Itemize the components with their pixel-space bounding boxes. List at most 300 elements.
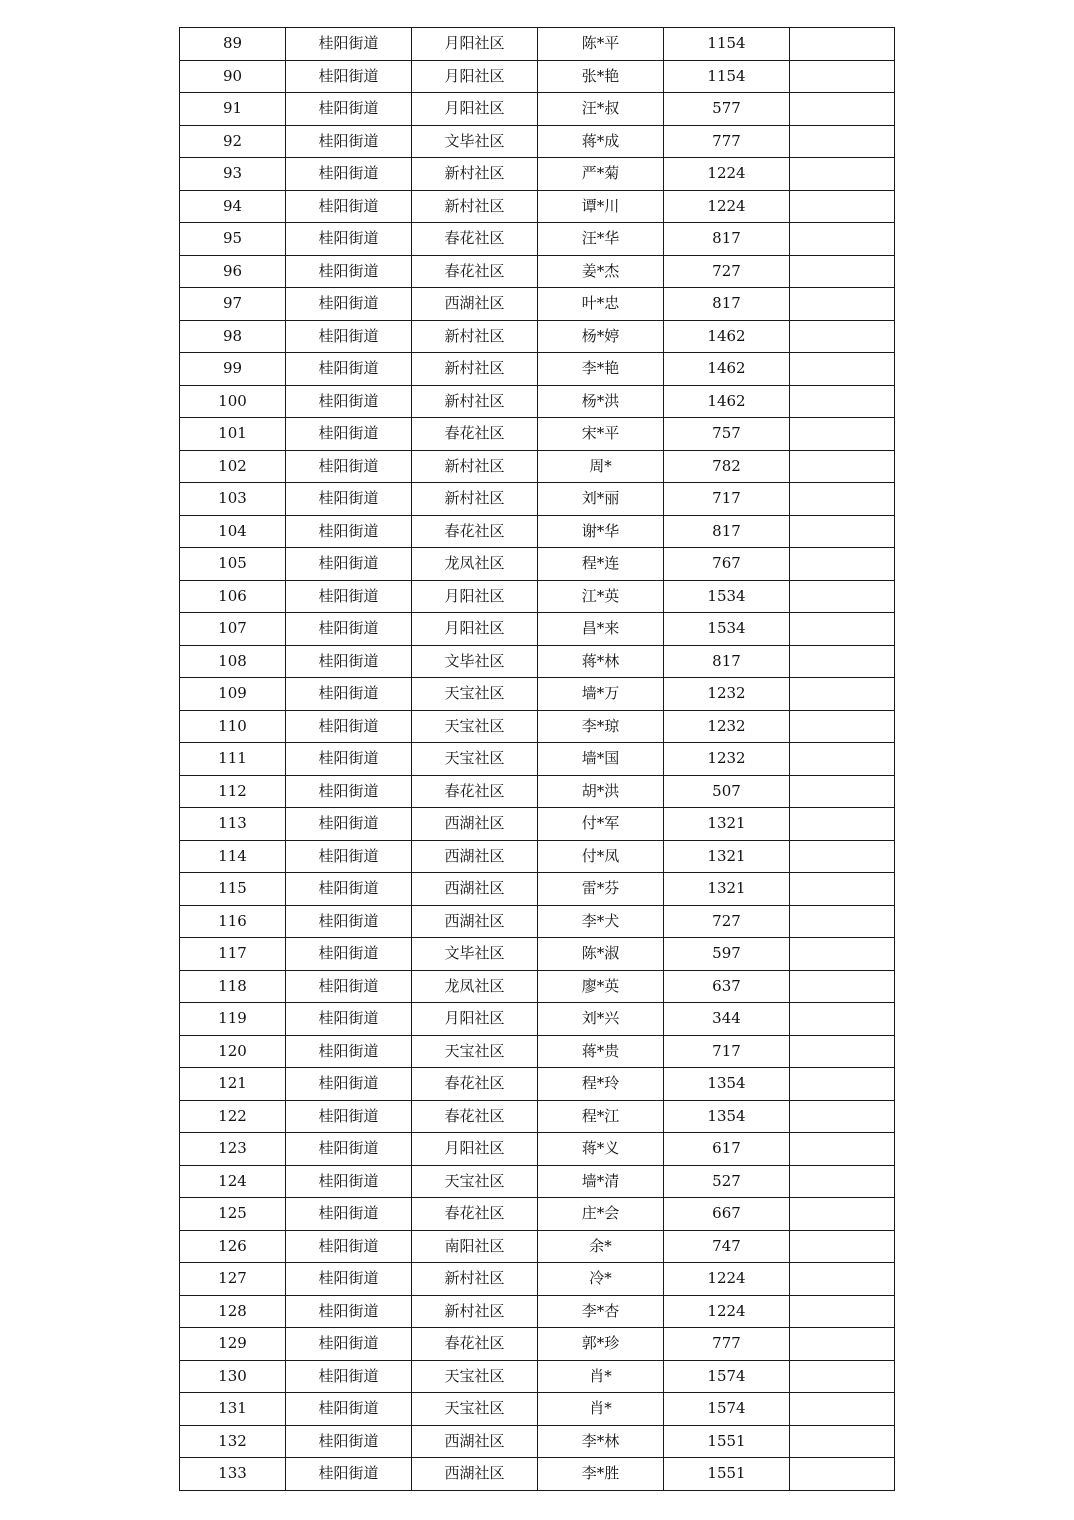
street-cell: 桂阳街道 <box>286 1133 412 1166</box>
table-row <box>180 385 895 418</box>
community-cell: 西湖社区 <box>412 840 538 873</box>
table-row <box>180 320 895 353</box>
street-cell: 桂阳街道 <box>286 1425 412 1458</box>
amount-cell: 817 <box>664 223 790 256</box>
remark-cell <box>790 938 895 971</box>
name-cell: 杨*洪 <box>538 385 664 418</box>
community-cell: 春花社区 <box>412 255 538 288</box>
amount-cell: 1154 <box>664 60 790 93</box>
row-number-cell: 126 <box>180 1230 286 1263</box>
row-number-cell: 94 <box>180 190 286 223</box>
row-number-cell: 101 <box>180 418 286 451</box>
row-number-cell: 113 <box>180 808 286 841</box>
amount-cell: 597 <box>664 938 790 971</box>
table-row <box>180 1133 895 1166</box>
community-cell: 西湖社区 <box>412 1425 538 1458</box>
table-row <box>180 353 895 386</box>
community-cell: 新村社区 <box>412 450 538 483</box>
street-cell: 桂阳街道 <box>286 1458 412 1491</box>
remark-cell <box>790 613 895 646</box>
community-cell: 西湖社区 <box>412 808 538 841</box>
remark-cell <box>790 158 895 191</box>
name-cell: 墙*国 <box>538 743 664 776</box>
community-cell: 天宝社区 <box>412 1360 538 1393</box>
table-row <box>180 938 895 971</box>
remark-cell <box>790 873 895 906</box>
name-cell: 李*胜 <box>538 1458 664 1491</box>
remark-cell <box>790 190 895 223</box>
remark-cell <box>790 743 895 776</box>
community-cell: 天宝社区 <box>412 1165 538 1198</box>
row-number-cell: 92 <box>180 125 286 158</box>
street-cell: 桂阳街道 <box>286 873 412 906</box>
name-cell: 廖*英 <box>538 970 664 1003</box>
amount-cell: 767 <box>664 548 790 581</box>
table-row <box>180 1068 895 1101</box>
table-row <box>180 808 895 841</box>
remark-cell <box>790 28 895 61</box>
name-cell: 昌*来 <box>538 613 664 646</box>
row-number-cell: 89 <box>180 28 286 61</box>
table-row <box>180 1230 895 1263</box>
table-row <box>180 1035 895 1068</box>
table-row <box>180 645 895 678</box>
name-cell: 叶*忠 <box>538 288 664 321</box>
community-cell: 新村社区 <box>412 190 538 223</box>
name-cell: 胡*洪 <box>538 775 664 808</box>
name-cell: 蒋*成 <box>538 125 664 158</box>
roster-table <box>179 27 895 1491</box>
street-cell: 桂阳街道 <box>286 1328 412 1361</box>
street-cell: 桂阳街道 <box>286 710 412 743</box>
street-cell: 桂阳街道 <box>286 613 412 646</box>
community-cell: 新村社区 <box>412 158 538 191</box>
table-row <box>180 1263 895 1296</box>
street-cell: 桂阳街道 <box>286 515 412 548</box>
street-cell: 桂阳街道 <box>286 1295 412 1328</box>
table-row <box>180 775 895 808</box>
community-cell: 天宝社区 <box>412 1393 538 1426</box>
remark-cell <box>790 1328 895 1361</box>
table-row <box>180 1100 895 1133</box>
community-cell: 西湖社区 <box>412 288 538 321</box>
row-number-cell: 128 <box>180 1295 286 1328</box>
street-cell: 桂阳街道 <box>286 1100 412 1133</box>
remark-cell <box>790 1198 895 1231</box>
row-number-cell: 102 <box>180 450 286 483</box>
amount-cell: 344 <box>664 1003 790 1036</box>
name-cell: 蒋*林 <box>538 645 664 678</box>
table-row <box>180 93 895 126</box>
community-cell: 文毕社区 <box>412 125 538 158</box>
amount-cell: 782 <box>664 450 790 483</box>
remark-cell <box>790 970 895 1003</box>
remark-cell <box>790 775 895 808</box>
amount-cell: 717 <box>664 1035 790 1068</box>
community-cell: 春花社区 <box>412 418 538 451</box>
name-cell: 江*英 <box>538 580 664 613</box>
name-cell: 冷* <box>538 1263 664 1296</box>
amount-cell: 817 <box>664 645 790 678</box>
remark-cell <box>790 353 895 386</box>
community-cell: 新村社区 <box>412 1295 538 1328</box>
row-number-cell: 131 <box>180 1393 286 1426</box>
name-cell: 汪*华 <box>538 223 664 256</box>
name-cell: 墙*清 <box>538 1165 664 1198</box>
row-number-cell: 125 <box>180 1198 286 1231</box>
remark-cell <box>790 255 895 288</box>
table-row <box>180 483 895 516</box>
table-row <box>180 1295 895 1328</box>
table-row <box>180 190 895 223</box>
community-cell: 月阳社区 <box>412 60 538 93</box>
amount-cell: 1321 <box>664 873 790 906</box>
amount-cell: 1574 <box>664 1393 790 1426</box>
community-cell: 春花社区 <box>412 1328 538 1361</box>
street-cell: 桂阳街道 <box>286 28 412 61</box>
row-number-cell: 100 <box>180 385 286 418</box>
amount-cell: 1232 <box>664 743 790 776</box>
table-row <box>180 418 895 451</box>
row-number-cell: 117 <box>180 938 286 971</box>
table-row <box>180 1393 895 1426</box>
amount-cell: 1354 <box>664 1100 790 1133</box>
community-cell: 春花社区 <box>412 1198 538 1231</box>
remark-cell <box>790 840 895 873</box>
community-cell: 文毕社区 <box>412 645 538 678</box>
name-cell: 谢*华 <box>538 515 664 548</box>
table-row <box>180 613 895 646</box>
amount-cell: 1354 <box>664 1068 790 1101</box>
table-row <box>180 515 895 548</box>
row-number-cell: 107 <box>180 613 286 646</box>
remark-cell <box>790 60 895 93</box>
row-number-cell: 127 <box>180 1263 286 1296</box>
community-cell: 南阳社区 <box>412 1230 538 1263</box>
community-cell: 天宝社区 <box>412 1035 538 1068</box>
street-cell: 桂阳街道 <box>286 418 412 451</box>
name-cell: 刘*丽 <box>538 483 664 516</box>
table-row <box>180 970 895 1003</box>
community-cell: 新村社区 <box>412 385 538 418</box>
street-cell: 桂阳街道 <box>286 580 412 613</box>
remark-cell <box>790 1393 895 1426</box>
amount-cell: 777 <box>664 125 790 158</box>
community-cell: 春花社区 <box>412 1100 538 1133</box>
row-number-cell: 116 <box>180 905 286 938</box>
community-cell: 新村社区 <box>412 483 538 516</box>
street-cell: 桂阳街道 <box>286 1165 412 1198</box>
community-cell: 春花社区 <box>412 1068 538 1101</box>
table-row <box>180 1425 895 1458</box>
community-cell: 西湖社区 <box>412 905 538 938</box>
name-cell: 肖* <box>538 1393 664 1426</box>
row-number-cell: 130 <box>180 1360 286 1393</box>
table-row <box>180 125 895 158</box>
amount-cell: 507 <box>664 775 790 808</box>
name-cell: 蒋*义 <box>538 1133 664 1166</box>
remark-cell <box>790 1458 895 1491</box>
table-row <box>180 548 895 581</box>
community-cell: 西湖社区 <box>412 1458 538 1491</box>
remark-cell <box>790 905 895 938</box>
table-row <box>180 60 895 93</box>
community-cell: 天宝社区 <box>412 710 538 743</box>
amount-cell: 777 <box>664 1328 790 1361</box>
street-cell: 桂阳街道 <box>286 1068 412 1101</box>
amount-cell: 727 <box>664 905 790 938</box>
remark-cell <box>790 288 895 321</box>
row-number-cell: 124 <box>180 1165 286 1198</box>
remark-cell <box>790 1035 895 1068</box>
name-cell: 李*犬 <box>538 905 664 938</box>
remark-cell <box>790 385 895 418</box>
street-cell: 桂阳街道 <box>286 905 412 938</box>
remark-cell <box>790 1425 895 1458</box>
amount-cell: 577 <box>664 93 790 126</box>
row-number-cell: 121 <box>180 1068 286 1101</box>
table-row <box>180 905 895 938</box>
street-cell: 桂阳街道 <box>286 970 412 1003</box>
amount-cell: 637 <box>664 970 790 1003</box>
amount-cell: 1224 <box>664 190 790 223</box>
remark-cell <box>790 808 895 841</box>
street-cell: 桂阳街道 <box>286 223 412 256</box>
street-cell: 桂阳街道 <box>286 840 412 873</box>
remark-cell <box>790 1068 895 1101</box>
community-cell: 月阳社区 <box>412 580 538 613</box>
amount-cell: 1551 <box>664 1425 790 1458</box>
name-cell: 程*玲 <box>538 1068 664 1101</box>
street-cell: 桂阳街道 <box>286 1035 412 1068</box>
table-row <box>180 158 895 191</box>
row-number-cell: 133 <box>180 1458 286 1491</box>
name-cell: 程*江 <box>538 1100 664 1133</box>
row-number-cell: 118 <box>180 970 286 1003</box>
amount-cell: 1224 <box>664 1295 790 1328</box>
street-cell: 桂阳街道 <box>286 1230 412 1263</box>
name-cell: 庄*会 <box>538 1198 664 1231</box>
community-cell: 龙凤社区 <box>412 970 538 1003</box>
community-cell: 新村社区 <box>412 320 538 353</box>
amount-cell: 727 <box>664 255 790 288</box>
table-row <box>180 28 895 61</box>
remark-cell <box>790 1360 895 1393</box>
row-number-cell: 110 <box>180 710 286 743</box>
row-number-cell: 90 <box>180 60 286 93</box>
amount-cell: 1534 <box>664 580 790 613</box>
name-cell: 蒋*贵 <box>538 1035 664 1068</box>
row-number-cell: 95 <box>180 223 286 256</box>
table-row <box>180 1360 895 1393</box>
amount-cell: 667 <box>664 1198 790 1231</box>
remark-cell <box>790 483 895 516</box>
amount-cell: 1224 <box>664 158 790 191</box>
street-cell: 桂阳街道 <box>286 775 412 808</box>
amount-cell: 1232 <box>664 678 790 711</box>
remark-cell <box>790 1003 895 1036</box>
remark-cell <box>790 320 895 353</box>
table-row <box>180 288 895 321</box>
amount-cell: 1574 <box>664 1360 790 1393</box>
row-number-cell: 98 <box>180 320 286 353</box>
name-cell: 严*菊 <box>538 158 664 191</box>
row-number-cell: 93 <box>180 158 286 191</box>
row-number-cell: 104 <box>180 515 286 548</box>
row-number-cell: 119 <box>180 1003 286 1036</box>
community-cell: 月阳社区 <box>412 28 538 61</box>
row-number-cell: 115 <box>180 873 286 906</box>
name-cell: 周* <box>538 450 664 483</box>
name-cell: 李*琼 <box>538 710 664 743</box>
amount-cell: 747 <box>664 1230 790 1263</box>
table-row <box>180 678 895 711</box>
amount-cell: 1224 <box>664 1263 790 1296</box>
row-number-cell: 96 <box>180 255 286 288</box>
table-row <box>180 1328 895 1361</box>
community-cell: 月阳社区 <box>412 613 538 646</box>
community-cell: 天宝社区 <box>412 743 538 776</box>
table-row <box>180 1458 895 1491</box>
remark-cell <box>790 93 895 126</box>
street-cell: 桂阳街道 <box>286 1263 412 1296</box>
table-row <box>180 873 895 906</box>
remark-cell <box>790 125 895 158</box>
street-cell: 桂阳街道 <box>286 158 412 191</box>
table-row <box>180 1198 895 1231</box>
name-cell: 郭*珍 <box>538 1328 664 1361</box>
street-cell: 桂阳街道 <box>286 1360 412 1393</box>
amount-cell: 817 <box>664 288 790 321</box>
name-cell: 张*艳 <box>538 60 664 93</box>
community-cell: 月阳社区 <box>412 93 538 126</box>
community-cell: 月阳社区 <box>412 1133 538 1166</box>
row-number-cell: 122 <box>180 1100 286 1133</box>
table-row <box>180 840 895 873</box>
remark-cell <box>790 223 895 256</box>
name-cell: 刘*兴 <box>538 1003 664 1036</box>
community-cell: 文毕社区 <box>412 938 538 971</box>
street-cell: 桂阳街道 <box>286 353 412 386</box>
street-cell: 桂阳街道 <box>286 1393 412 1426</box>
street-cell: 桂阳街道 <box>286 548 412 581</box>
row-number-cell: 112 <box>180 775 286 808</box>
street-cell: 桂阳街道 <box>286 645 412 678</box>
community-cell: 春花社区 <box>412 515 538 548</box>
community-cell: 春花社区 <box>412 775 538 808</box>
row-number-cell: 106 <box>180 580 286 613</box>
community-cell: 新村社区 <box>412 353 538 386</box>
remark-cell <box>790 418 895 451</box>
row-number-cell: 109 <box>180 678 286 711</box>
street-cell: 桂阳街道 <box>286 255 412 288</box>
row-number-cell: 132 <box>180 1425 286 1458</box>
remark-cell <box>790 678 895 711</box>
street-cell: 桂阳街道 <box>286 938 412 971</box>
amount-cell: 1534 <box>664 613 790 646</box>
name-cell: 姜*杰 <box>538 255 664 288</box>
row-number-cell: 91 <box>180 93 286 126</box>
table-row <box>180 710 895 743</box>
name-cell: 李*杏 <box>538 1295 664 1328</box>
street-cell: 桂阳街道 <box>286 483 412 516</box>
row-number-cell: 123 <box>180 1133 286 1166</box>
community-cell: 龙凤社区 <box>412 548 538 581</box>
table-row <box>180 255 895 288</box>
street-cell: 桂阳街道 <box>286 60 412 93</box>
name-cell: 付*军 <box>538 808 664 841</box>
name-cell: 杨*婷 <box>538 320 664 353</box>
row-number-cell: 111 <box>180 743 286 776</box>
remark-cell <box>790 548 895 581</box>
name-cell: 雷*芬 <box>538 873 664 906</box>
row-number-cell: 105 <box>180 548 286 581</box>
name-cell: 李*艳 <box>538 353 664 386</box>
name-cell: 墙*万 <box>538 678 664 711</box>
name-cell: 肖* <box>538 1360 664 1393</box>
street-cell: 桂阳街道 <box>286 93 412 126</box>
name-cell: 汪*叔 <box>538 93 664 126</box>
street-cell: 桂阳街道 <box>286 1003 412 1036</box>
street-cell: 桂阳街道 <box>286 385 412 418</box>
row-number-cell: 97 <box>180 288 286 321</box>
community-cell: 新村社区 <box>412 1263 538 1296</box>
remark-cell <box>790 450 895 483</box>
table-row <box>180 223 895 256</box>
street-cell: 桂阳街道 <box>286 190 412 223</box>
amount-cell: 1321 <box>664 808 790 841</box>
row-number-cell: 120 <box>180 1035 286 1068</box>
row-number-cell: 129 <box>180 1328 286 1361</box>
row-number-cell: 108 <box>180 645 286 678</box>
amount-cell: 617 <box>664 1133 790 1166</box>
remark-cell <box>790 1263 895 1296</box>
street-cell: 桂阳街道 <box>286 743 412 776</box>
name-cell: 李*林 <box>538 1425 664 1458</box>
remark-cell <box>790 1100 895 1133</box>
row-number-cell: 114 <box>180 840 286 873</box>
amount-cell: 1232 <box>664 710 790 743</box>
name-cell: 程*连 <box>538 548 664 581</box>
amount-cell: 1462 <box>664 385 790 418</box>
community-cell: 天宝社区 <box>412 678 538 711</box>
remark-cell <box>790 515 895 548</box>
street-cell: 桂阳街道 <box>286 808 412 841</box>
community-cell: 月阳社区 <box>412 1003 538 1036</box>
street-cell: 桂阳街道 <box>286 125 412 158</box>
name-cell: 付*凤 <box>538 840 664 873</box>
table-row <box>180 1003 895 1036</box>
amount-cell: 1321 <box>664 840 790 873</box>
name-cell: 余* <box>538 1230 664 1263</box>
name-cell: 宋*平 <box>538 418 664 451</box>
name-cell: 谭*川 <box>538 190 664 223</box>
amount-cell: 527 <box>664 1165 790 1198</box>
remark-cell <box>790 710 895 743</box>
table-row <box>180 743 895 776</box>
row-number-cell: 103 <box>180 483 286 516</box>
remark-cell <box>790 580 895 613</box>
row-number-cell: 99 <box>180 353 286 386</box>
roster-table-body <box>180 28 895 1491</box>
street-cell: 桂阳街道 <box>286 320 412 353</box>
community-cell: 西湖社区 <box>412 873 538 906</box>
table-row <box>180 580 895 613</box>
street-cell: 桂阳街道 <box>286 678 412 711</box>
street-cell: 桂阳街道 <box>286 288 412 321</box>
amount-cell: 717 <box>664 483 790 516</box>
street-cell: 桂阳街道 <box>286 1198 412 1231</box>
